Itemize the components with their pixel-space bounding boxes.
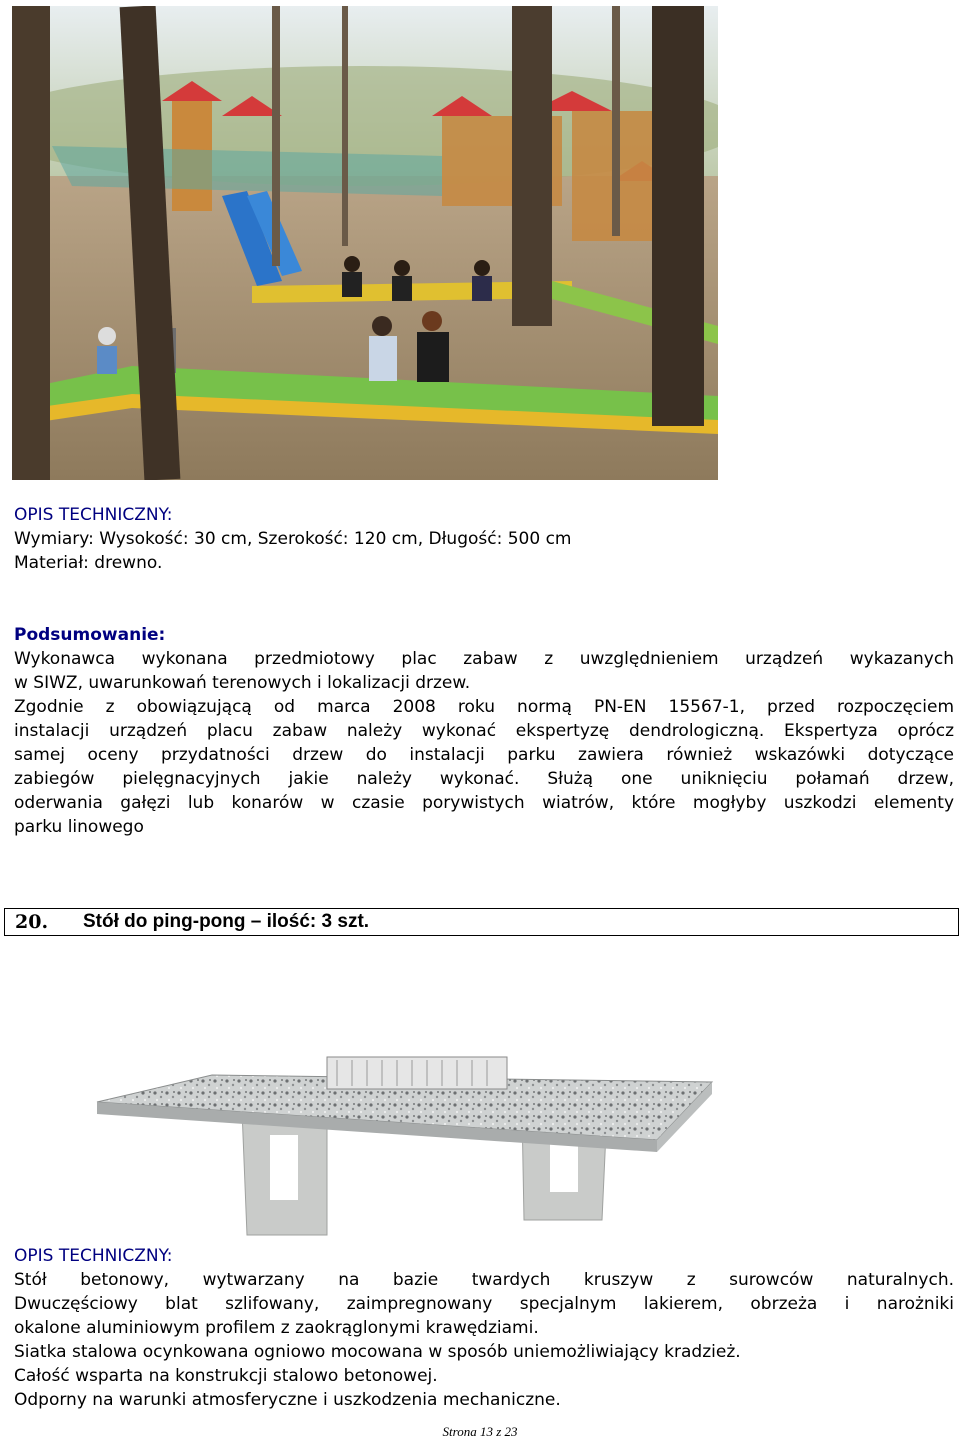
material-line: Materiał: drewno.: [14, 553, 163, 573]
spec-line: Dwuczęściowy blat szlifowany, zaimpregnowany specjalnym lakierem, obrzeża i narożniki: [14, 1294, 954, 1314]
dimensions-line: Wymiary: Wysokość: 30 cm, Szerokość: 120 cm, Długość: 500 cm: [14, 529, 572, 549]
playground-photo: [12, 6, 718, 480]
spec-line: Siatka stalowa ocynkowana ogniowo mocowana w sposób uniemożliwiający kradzież.: [14, 1342, 741, 1362]
summary-line: parku linowego: [14, 817, 144, 837]
summary-line: Wykonawca wykonana przedmiotowy plac zabaw z uwzględnieniem urządzeń wykazanych: [14, 649, 954, 669]
technical-heading-2: OPIS TECHNICZNY:: [14, 1246, 173, 1266]
spec-line: Całość wsparta na konstrukcji stalowo betonowej.: [14, 1366, 438, 1386]
section-title: Stół do ping-pong – ilość: 3 szt.: [83, 911, 370, 932]
spec-line: Odporny na warunki atmosferyczne i uszkodzenia mechaniczne.: [14, 1390, 561, 1410]
summary-line: w SIWZ, uwarunkowań terenowych i lokalizacji drzew.: [14, 673, 471, 693]
spec-line: Stół betonowy, wytwarzany na bazie twardych kruszyw z surowców naturalnych.: [14, 1270, 954, 1290]
summary-line: instalacji urządzeń placu zabaw należy wykonać ekspertyzę dendrologiczną. Ekspertyza oprócz: [14, 721, 954, 741]
summary-line: zabiegów pielęgnacyjnych jakie należy wykonać. Służą one uniknięciu połamań drzew,: [14, 769, 954, 789]
technical-heading-1: OPIS TECHNICZNY:: [14, 505, 173, 525]
summary-line: Zgodnie z obowiązującą od marca 2008 roku normą PN-EN 15567-1, przed rozpoczęciem: [14, 697, 954, 717]
section-number: 20.: [15, 911, 49, 933]
page-number: Strona 13 z 23: [442, 1424, 518, 1439]
summary-heading: Podsumowanie:: [14, 625, 166, 645]
summary-line: oderwania gałęzi lub konarów w czasie porywistych wiatrów, które mogłyby uszkodzi elementy: [14, 793, 954, 813]
section-header: [4, 908, 959, 936]
summary-line: samej oceny przydatności drzew do instalacji parku zawiera również wskazówki dotyczące: [14, 745, 954, 765]
spec-line: okalone aluminiowym profilem z zaokrąglonymi krawędziami.: [14, 1318, 539, 1338]
